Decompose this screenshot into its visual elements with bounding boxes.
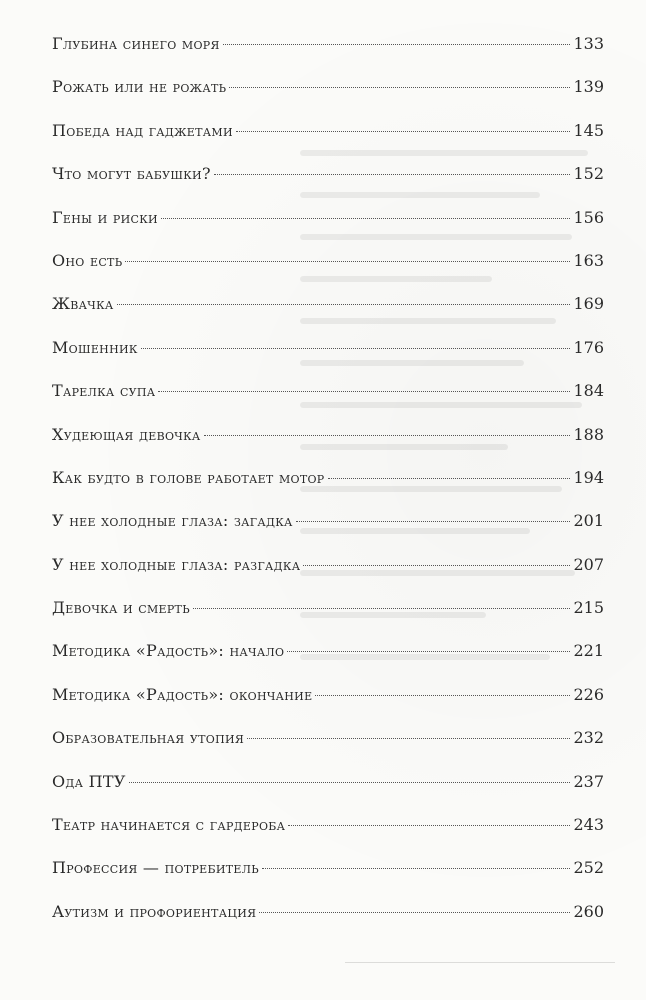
toc-entry (52, 164, 604, 207)
toc-entry-title: Методика «Радость»: окончание (52, 684, 313, 704)
toc-entry-title: Девочка и смерть (52, 598, 190, 618)
toc-entry (52, 251, 604, 294)
toc-entry-page-number: 194 (573, 467, 604, 487)
toc-entry (52, 511, 604, 554)
toc-entry (52, 294, 604, 337)
toc-entry-page-number: 215 (573, 598, 604, 618)
toc-entry-title: Глубина синего моря (52, 34, 220, 53)
toc-entry-page-number: 163 (573, 250, 604, 270)
toc-entry (52, 338, 604, 381)
toc-entry (52, 381, 604, 424)
toc-entry (52, 34, 604, 77)
toc-entry (52, 858, 604, 901)
dot-leader (117, 304, 571, 305)
toc-entry-title: Мошенник (52, 337, 138, 357)
toc-entry-page-number: 237 (573, 771, 604, 791)
toc-entry-title: У нее холодные глаза: загадка (52, 511, 293, 531)
toc-entry (52, 772, 604, 815)
toc-entry (52, 902, 604, 945)
toc-entry-page-number: 232 (573, 728, 604, 748)
dot-leader (125, 261, 570, 262)
toc-entry (52, 641, 604, 684)
toc-entry-title: Театр начинается с гардероба (52, 815, 286, 835)
toc-entry-page-number: 260 (573, 901, 604, 921)
toc-entry (52, 555, 604, 598)
toc-entry-title: Методика «Радость»: начало (52, 641, 285, 661)
dot-leader (328, 478, 571, 479)
dot-leader (158, 391, 570, 392)
toc-entry-page-number: 139 (573, 77, 604, 97)
toc-entry-title: Образовательная утопия (52, 728, 245, 748)
toc-entry-title: У нее холодные глаза: разгадка (52, 554, 301, 574)
toc-entry-title: Ода ПТУ (52, 771, 126, 791)
dot-leader (315, 695, 570, 696)
toc-entry-page-number: 152 (573, 164, 604, 184)
toc-entry-title: Аутизм и профориентация (52, 901, 257, 921)
dot-leader (161, 218, 571, 219)
toc-entry (52, 685, 604, 728)
dot-leader (193, 608, 571, 609)
dot-leader (129, 782, 571, 783)
toc-entry (52, 208, 604, 251)
dot-leader (141, 348, 571, 349)
dot-leader (296, 521, 571, 522)
toc-entry-title: Гены и риски (52, 207, 158, 227)
toc-entry (52, 815, 604, 858)
toc-entry-title: Жвачка (52, 294, 114, 314)
toc-entry-page-number: 188 (573, 424, 604, 444)
toc-entry-title: Тарелка супа (52, 381, 156, 401)
toc-entry (52, 121, 604, 164)
dot-leader (214, 174, 571, 175)
toc-entry-page-number: 221 (573, 641, 604, 661)
toc-entry-title: Как будто в голове работает мотор (52, 467, 325, 487)
toc-entry-title: Оно есть (52, 250, 123, 270)
toc-entry-title: Что могут бабушки? (52, 164, 211, 184)
dot-leader (262, 868, 571, 869)
toc-entry-page-number: 133 (573, 34, 604, 53)
toc-entry-page-number: 226 (573, 684, 604, 704)
toc-entry-title: Победа над гаджетами (52, 120, 233, 140)
toc-entry-page-number: 184 (573, 381, 604, 401)
dot-leader (204, 435, 571, 436)
dot-leader (288, 825, 570, 826)
toc-entry (52, 468, 604, 511)
dot-leader (259, 912, 570, 913)
toc-entry-page-number: 252 (573, 858, 604, 878)
toc-entry-page-number: 201 (573, 511, 604, 531)
dot-leader (236, 131, 571, 132)
toc-entry-page-number: 156 (573, 207, 604, 227)
toc-entry-page-number: 176 (573, 337, 604, 357)
toc-entry (52, 728, 604, 771)
toc-entry-page-number: 207 (573, 554, 604, 574)
toc-entry (52, 425, 604, 468)
toc-entry-title: Рожать или не рожать (52, 77, 227, 97)
toc-entry-title: Худеющая девочка (52, 424, 201, 444)
toc-entry-page-number: 169 (573, 294, 604, 314)
dot-leader (303, 565, 570, 566)
dot-leader (223, 44, 571, 45)
toc-entry-page-number: 243 (573, 815, 604, 835)
toc-entry-page-number: 145 (573, 120, 604, 140)
dot-leader (287, 651, 570, 652)
table-of-contents (52, 34, 604, 945)
dot-leader (229, 87, 570, 88)
toc-entry (52, 77, 604, 120)
page-bottom-shadow (345, 962, 615, 963)
dot-leader (247, 738, 570, 739)
toc-entry (52, 598, 604, 641)
toc-entry-title: Профессия — потребитель (52, 858, 259, 878)
